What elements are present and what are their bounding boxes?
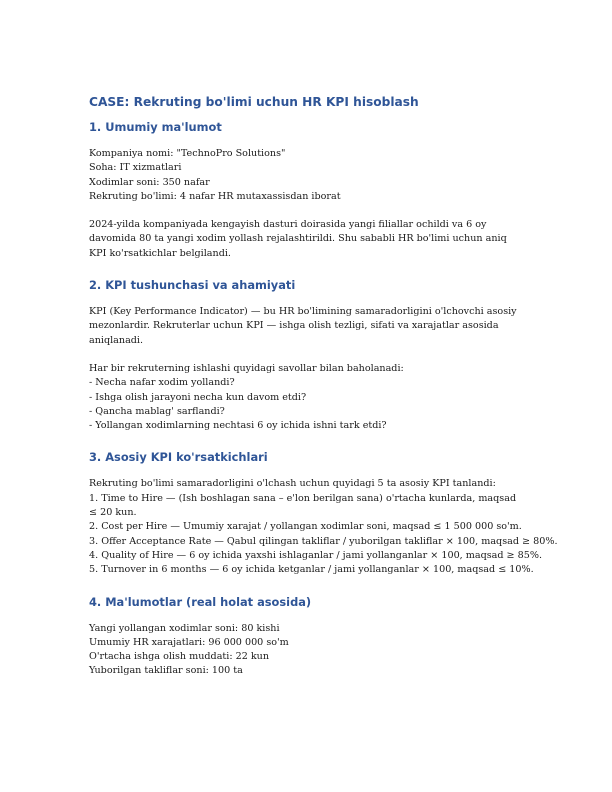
info-line: Rekruting bo'limi: 4 nafar HR mutaxassisdan iborat xyxy=(89,190,341,202)
section-2-questions xyxy=(89,376,529,433)
kpi-item: 1. Time to Hire — (Ish boshlagan sana – e'lon berilgan sana) o'rtacha kunlarda, maqsad ≤ 20 kun. xyxy=(89,492,517,519)
kpi-item: 3. Offer Acceptance Rate — Qabul qilingan takliflar / yuborilgan takliflar × 100, maqsad ≥ 80%. xyxy=(89,535,558,547)
data-line: Yuborilgan takliflar soni: 100 ta xyxy=(89,665,243,677)
section-2-intro: Har bir rekruterning ishlashi quyidagi savollar bilan baholanadi: xyxy=(89,362,404,374)
info-line: Xodimlar soni: 350 nafar xyxy=(89,176,210,188)
data-line: Yangi yollangan xodimlar soni: 80 kishi xyxy=(89,622,280,634)
question-item: - Ishga olish jarayoni necha kun davom etdi? xyxy=(89,391,307,403)
section-1-info xyxy=(89,147,529,204)
info-line: Soha: IT xizmatlari xyxy=(89,162,182,174)
question-item: - Yollangan xodimlarning nechtasi 6 oy ichida ishni tark etdi? xyxy=(89,420,387,432)
data-line: O'rtacha ishga olish muddati: 22 kun xyxy=(89,651,270,663)
info-line: Kompaniya nomi: "TechnoPro Solutions" xyxy=(89,148,286,159)
kpi-item: 4. Quality of Hire — 6 oy ichida yaxshi ishlaganlar / jami yollanganlar × 100, maqsad ≥ 85%. xyxy=(89,549,543,561)
question-item: - Necha nafar xodim yollandi? xyxy=(89,377,235,389)
section-3-intro: Rekruting bo'limi samaradorligini o'lchash uchun quyidagi 5 ta asosiy KPI tanlandi: xyxy=(89,478,496,490)
data-line: Umumiy HR xarajatlari: 96 000 000 so'm xyxy=(89,636,289,648)
document-title: CASE: Rekruting bo'limi uchun HR KPI hisoblash xyxy=(89,95,419,109)
section-4-data xyxy=(89,622,529,679)
section-2-paragraph: KPI (Key Performance Indicator) — bu HR bo'limining samaradorligini o'lchovchi asosiy mezonlardir. Rekruterlar uchun KPI — ishga olish tezligi, sifati va xarajatlar asosida aniqlanadi. xyxy=(89,306,517,346)
section-1-paragraph: 2024-yilda kompaniyada kengayish dasturi doirasida yangi filiallar ochildi va 6 oy davomida 80 ta yangi xodim yollash rejalashtirildi. Shu sababli HR bo'limi uchun aniq KPI ko'rsatkichlar belgilandi. xyxy=(89,219,507,259)
kpi-item: 5. Turnover in 6 months — 6 oy ichida ketganlar / jami yollanganlar × 100, maqsad ≤ 10%. xyxy=(89,564,534,576)
question-item: - Qancha mablag' sarflandi? xyxy=(89,405,225,417)
section-3-heading: 3. Asosiy KPI ko'rsatkichlari xyxy=(89,450,268,465)
section-4-heading: 4. Ma'lumotlar (real holat asosida) xyxy=(89,594,312,609)
kpi-item: 2. Cost per Hire — Umumiy xarajat / yollangan xodimlar soni, maqsad ≤ 1 500 000 so'm. xyxy=(89,521,522,533)
section-1-heading: 1. Umumiy ma'lumot xyxy=(89,120,222,134)
document-page xyxy=(89,94,558,679)
kpi-list xyxy=(89,492,558,578)
section-2-heading: 2. KPI tushunchasi va ahamiyati xyxy=(89,278,296,293)
